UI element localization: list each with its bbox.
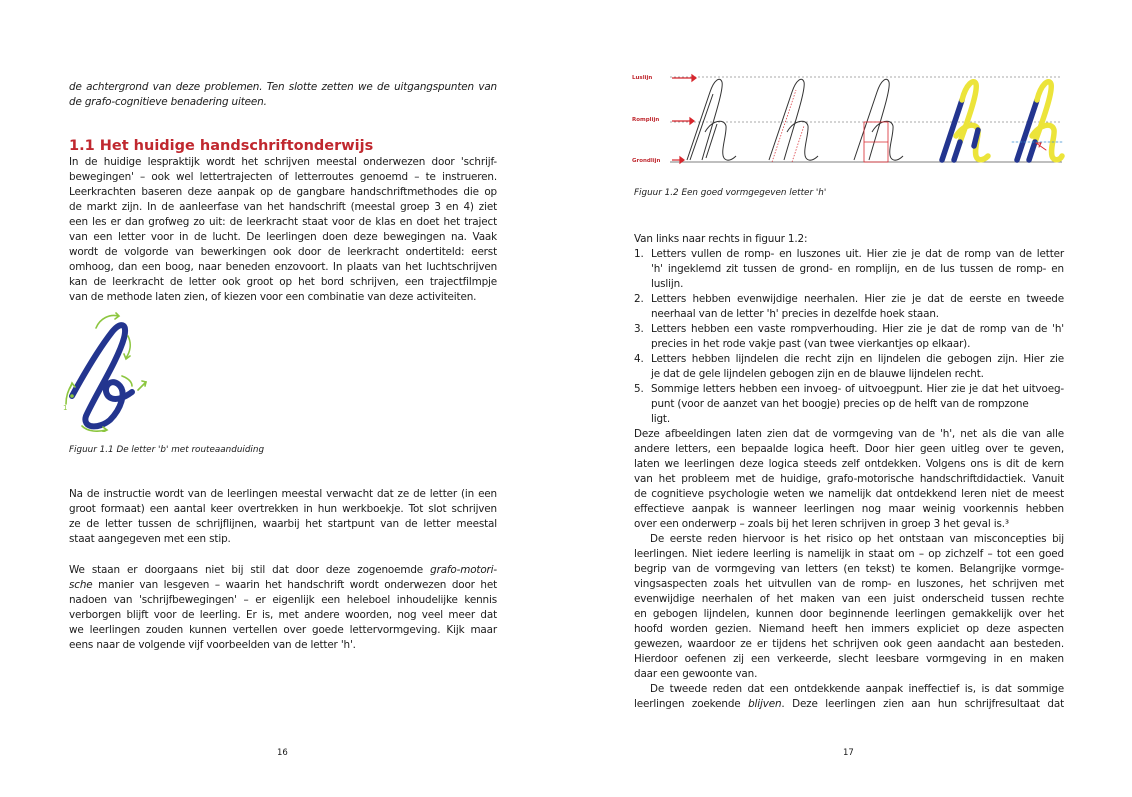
text-line: laten we leerlingen deze logica steeds zelf ontdekken. Volgens ons is dit de kern [634,458,1064,470]
red-arrow-icon [672,75,696,163]
text-line: leerlingen. Niet iedere leerling is namelijk in staat om – op zichzelf – tot een goed [634,548,1064,560]
text-line: Letters hebben evenwijdige neerhalen. Hier zie je dat de eerste en tweede [651,293,1064,305]
text-line: neerhaal van de letter 'h' precies in dezelfde hoek staan. [651,308,939,320]
text-line: Hierdoor oefenen zij een verkeerde, slecht leesbare vormgeving in en maken [634,653,1064,665]
text-line: bewegingen' – ook wel lettertrajecten of letterroutes genoemd – te instrueren. [69,171,497,183]
text-line: van een letter voor in de lucht. De leerlingen doen deze bewegingen na. Vaak [69,231,497,243]
parallel-guides [772,90,804,162]
italic-term: sche [69,579,93,591]
text-segment: leerlingen zoekende [634,698,749,710]
text-line: luslijn. [651,278,684,290]
start-dot [70,394,74,398]
text-line: precies in het rode vakje past (van twee vierkantjes op elkaar). [651,338,971,350]
text-line: andere letters, een bepaalde logica heeft. Door hier geen uitleg over te geven, [634,443,1064,455]
grondlijn-label: Grondlijn [632,158,661,164]
letter-h-1 [687,79,736,160]
italic-term: grafo-motori- [430,564,497,576]
luslijn-label: Luslijn [632,75,653,81]
romplijn-label: Romplijn [632,117,660,123]
text-line: Letters hebben een vaste rompverhouding. Hier zie je dat de romp van de 'h' [651,323,1064,335]
page-number: 17 [843,748,854,758]
list-number: 4. [634,353,644,365]
list-item [634,247,1064,292]
proportion-box [864,122,888,162]
text-line: hoofd worden gezien. Niemand heeft hen immers expliciet op deze aspecten [634,623,1064,635]
text-line: begrip van de vormgeving van letters (en tekst) te komen. Belangrijke vormge- [634,563,1064,575]
intro-line: de grafo-cognitieve benadering uiteen. [69,96,267,108]
text-line: van het probleem met de huidige, grafo-motorische handschriftdidactiek. Vanuit [634,473,1064,485]
text-line: evenwijdige neerhalen of het maken van een juist onderscheid tussen rechte [634,593,1064,605]
list-number: 2. [634,293,644,305]
text-segment: manier van lesgeven – waarin het handschrift wordt onderwezen door het [92,579,497,591]
text-line: kan de leerkracht de letter ook groot op het bord schrijven, een trajectfilmpje [69,276,497,288]
text-segment: We staan er doorgaans niet bij stil dat door deze zogenoemde [69,564,431,576]
list-item [634,382,1064,425]
text-line: de markt zijn. In de aanleerfase van het handschrift (meestal groep 3 en 4) ziet [69,201,497,213]
list-item [634,322,1064,352]
text-line: In de huidige lespraktijk wordt het schrijven meestal onderwezen door 'schrijf- [69,156,497,168]
text-line: over een onderwerp – zoals bij het leren schrijven in groep 3 het geval is.³ [634,518,1009,530]
guide-lines [670,77,1062,162]
text-line: Na de instructie wordt van de leerlingen meestal verwacht dat ze de letter (in een [69,488,497,500]
text-line: staat aangegeven met een stip. [69,533,231,545]
text-segment: . Deze leerlingen zien aan hun schrijfresultaat dat [781,698,1064,710]
list-intro: Van links naar rechts in figuur 1.2: [634,233,808,245]
text-line: 'h' ingeklemd zit tussen de grond- en romplijn, en de lus tussen de romp- en [651,263,1064,275]
text-line: ze de letter tussen de schrijflijnen, waarbij het startpunt van de letter meestal [69,518,497,530]
intro-line: de achtergrond van deze problemen. Ten slotte zetten we de uitgangspunten van [69,81,497,93]
text-line: Sommige letters hebben een invoeg- of uitvoegpunt. Hier zie je dat het uitvoeg- [651,383,1064,395]
right-page [566,0,1132,797]
text-line: vingsaspecten zoals het uitvullen van de romp- en luszones, het schrijven met [634,578,1064,590]
figure-letter-b [58,312,148,432]
text-line [69,578,497,593]
figure-2-caption: Figuur 1.2 Een goed vormgegeven letter 'h' [634,188,827,198]
letter-h-5 [1012,82,1062,160]
page-number: 16 [277,748,288,758]
list-number: 3. [634,323,644,335]
list-item [634,292,1064,322]
list-item [634,352,1064,382]
text-line: Deze afbeeldingen laten zien dat de vormgeving van de 'h', net als die van alle [634,428,1064,440]
text-line: Letters vullen de romp- en luszones uit. Hier zie je dat de romp van de letter [651,248,1064,260]
text-line: de cognitieve psychologie weten we namelijk dat ontdekkend leren niet de meest [634,488,1064,500]
text-line: eens naar de volgende vijf voorbeelden van de letter 'h'. [69,639,356,651]
text-line: omhoog, dan een boog, naar beneden enzovoort. In plaats van het luchtschrijven [69,261,497,273]
text-line: een les er dan grofweg zo uit: de leerkracht staat voor de klas en doet het traject [69,216,497,228]
text-line: van de methode laten zien, of kiezen voor een combinatie van deze activiteiten. [69,291,477,303]
start-number: 1 [63,404,68,412]
text-line: Leerkrachten baseren deze aanpak op de gangbare handschriftmethodes die op [69,186,497,198]
text-line [69,563,497,578]
text-line: effectieve aanpak is wanneer leerlingen nog maar weinig voorkennis hebben [634,503,1064,515]
text-line: wordt de volgorde van bewerkingen ook door de leerkracht ondertiteld: eerst [69,246,497,258]
text-line: De eerste reden hiervoor is het risico op het ontstaan van misconcepties bij [650,533,1064,545]
italic-term: blijven [748,698,782,710]
text-line: gewezen, waardoor ze er tijdens het schrijven ook geen aandacht aan besteden. [634,638,1064,650]
text-line: en gebogen lijndelen, kunnen door beginnende leerlingen gemakkelijk over het [634,608,1064,620]
list-number: 1. [634,248,644,260]
letter-h-4 [942,82,988,160]
figure-1-caption: Figuur 1.1 De letter 'b' met routeaanduiding [69,445,265,455]
text-line: De tweede reden dat een ontdekkende aanpak ineffectief is, is dat sommige [650,683,1064,695]
text-line: Letters hebben lijndelen die recht zijn en lijndelen die gebogen zijn. Hier zie [651,353,1064,365]
letter-h-2 [769,79,818,160]
text-line [634,697,1064,712]
text-line: groot formaat) een aantal keer overtrekken in hun werkboekje. Tot slot schrijven [69,503,497,515]
section-heading: 1.1 Het huidige handschriftonderwijs [69,138,374,154]
text-line: je dat de gele lijndelen gebogen zijn en de blauwe lijndelen recht. [651,368,984,380]
text-line: daar een gewoonte van. [634,668,758,680]
figure-letter-h-examples [632,70,1066,170]
text-line: nadoen van 'schrijfbewegingen' – er eigenlijk een heleboel inhoudelijke kennis [69,594,497,606]
letter-h-3 [854,79,903,160]
list-number: 5. [634,383,644,395]
text-line: we leerlingen zouden kunnen vertellen over goede lettervormgeving. Kijk maar [69,624,497,636]
text-line: punt (voor de aanzet van het boogje) precies op de helft van de rompzone ligt. [651,398,1029,425]
text-line: verborgen blijft voor de leerling. Er is, met andere woorden, nog veel meer dat [69,609,497,621]
